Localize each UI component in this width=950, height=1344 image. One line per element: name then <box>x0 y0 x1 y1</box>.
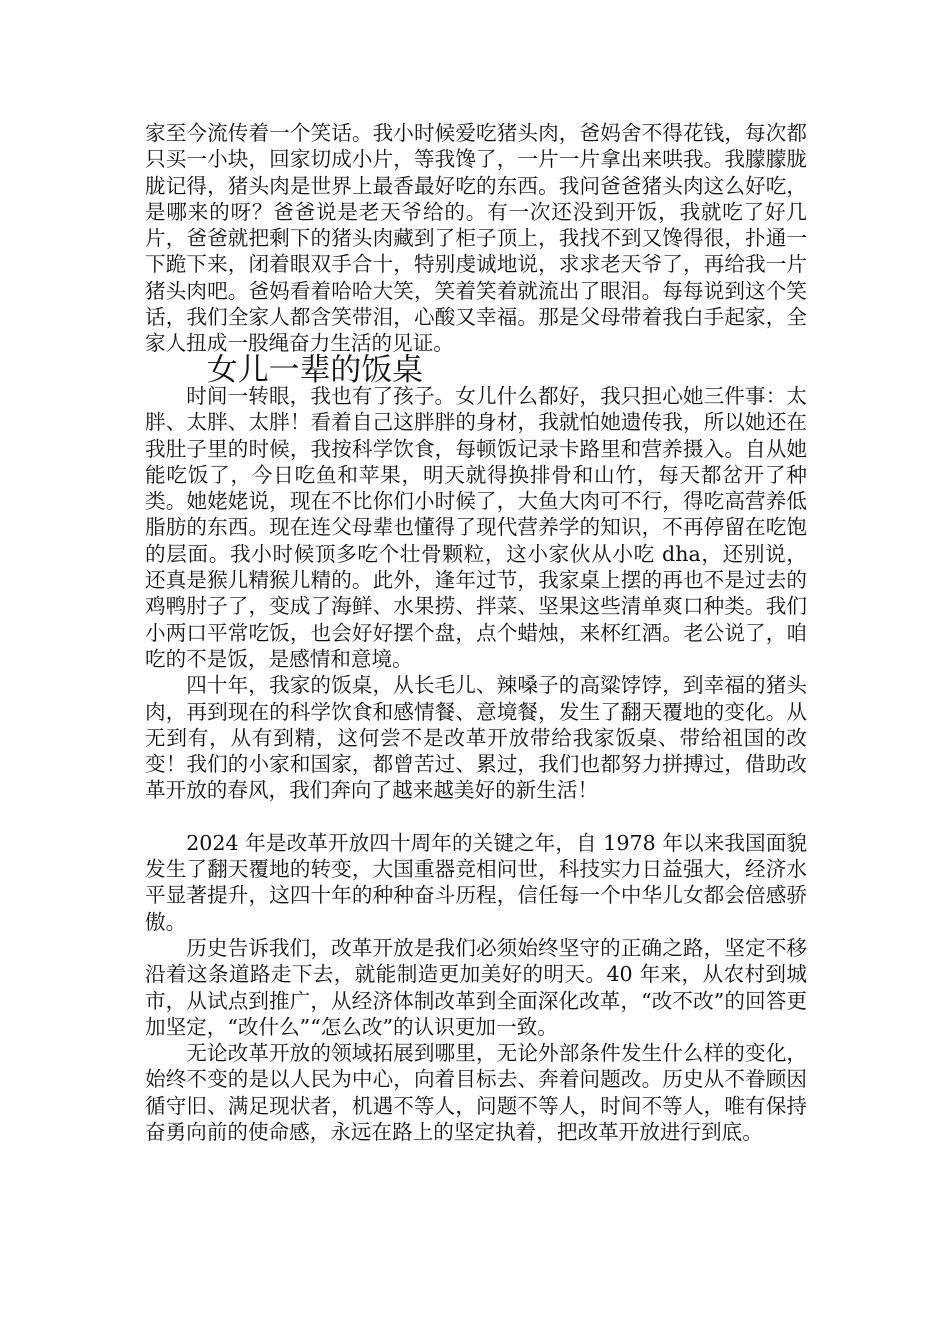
document-page <box>145 120 807 1145</box>
paragraph-people-centered: 无论改革开放的领域拓展到哪里，无论外部条件发生什么样的变化，始终不变的是以人民为中心，向着目标去、奔着问题改。历史从不眷顾因循守旧、满足现状者，机遇不等人，问题不等人，时间不等人，唯有保持奋勇向前的使命感，永远在路上的坚定执着，把改革开放进行到底。 <box>145 1041 807 1144</box>
paragraph-pig-head-story: 家至今流传着一个笑话。我小时候爱吃猪头肉，爸妈舍不得花钱，每次都只买一小块，回家切成小片，等我馋了，一片一片拿出来哄我。我朦朦胧胧记得，猪头肉是世界上最香最好吃的东西。我问爸爸猪头肉这么好吃，是哪来的呀？爸爸说是老天爷给的。有一次还没到开饭，我就吃了好几片，爸爸就把剩下的猪头肉藏到了柜子顶上，我找不到又馋得很，扑通一下跪下来，闭着眼双手合十，特别虔诚地说，求求老天爷了，再给我一片猪头肉吧。爸妈看着哈哈大笑，笑着笑着就流出了眼泪。每每说到这个笑话，我们全家人都含笑带泪，心酸又幸福。那是父母带着我白手起家，全家人扭成一股绳奋力生活的见证。 <box>145 121 807 356</box>
paragraph-history-tells: 历史告诉我们，改革开放是我们必须始终坚守的正确之路，坚定不移沿着这条道路走下去，就能制造更加美好的明天。40 年来，从农村到城市，从试点到推广，从经济体制改革到全面深化改革，“改不改”的回答更加坚定，“改什么”“怎么改”的认识更加一致。 <box>145 935 807 1039</box>
paragraph-forty-years-table: 四十年，我家的饭桌，从长毛儿、辣嗓子的高粱饽饽，到幸福的猪头肉，再到现在的科学饮食和感情餐、意境餐，发生了翻天覆地的变化。从无到有，从有到精，这何尝不是改革开放带给我家饭桌、带给祖国的改变！我们的小家和国家，都曾苦过、累过，我们也都努力拼搏过，借助改革开放的春风，我们奔向了越来越美好的新生活！ <box>145 673 807 803</box>
paragraph-daughter-diet: 时间一转眼，我也有了孩子。女儿什么都好，我只担心她三件事：太胖、太胖、太胖！看着自己这胖胖的身材，我就怕她遗传我，所以她还在我肚子里的时候，我按科学饮食，每顿饭记录卡路里和营养摄入。自从她能吃饭了，今日吃鱼和苹果，明天就得换排骨和山竹，每天都岔开了种类。她姥姥说，现在不比你们小时候了，大鱼大肉可不行，得吃高营养低脂肪的东西。现在连父母辈也懂得了现代营养学的知识，不再停留在吃饱的层面。我小时候顶多吃个壮骨颗粒，这小家伙从小吃 dha，还别说，还真是猴儿精猴儿精的。此外，逢年过节，我家桌上摆的再也不是过去的鸡鸭肘子了，变成了海鲜、水果捞、拌菜、坚果这些清单爽口种类。我们小两口平常吃饭，也会好好摆个盘，点个蜡烛，来杯红酒。老公说了，咱吃的不是饭，是感情和意境。 <box>145 383 807 671</box>
paragraph-reform-anniversary: 2024 年是改革开放四十周年的关键之年，自 1978 年以来我国面貌发生了翻天覆地的转变，大国重器竞相问世，科技实力日益强大，经济水平显著提升，这四十年的种种奋斗历程，信任每一个中华儿女都会倍感骄傲。 <box>145 830 807 934</box>
section-heading-daughter-table: 女儿一辈的饭桌 <box>206 351 424 388</box>
paragraph-gap <box>145 804 807 830</box>
